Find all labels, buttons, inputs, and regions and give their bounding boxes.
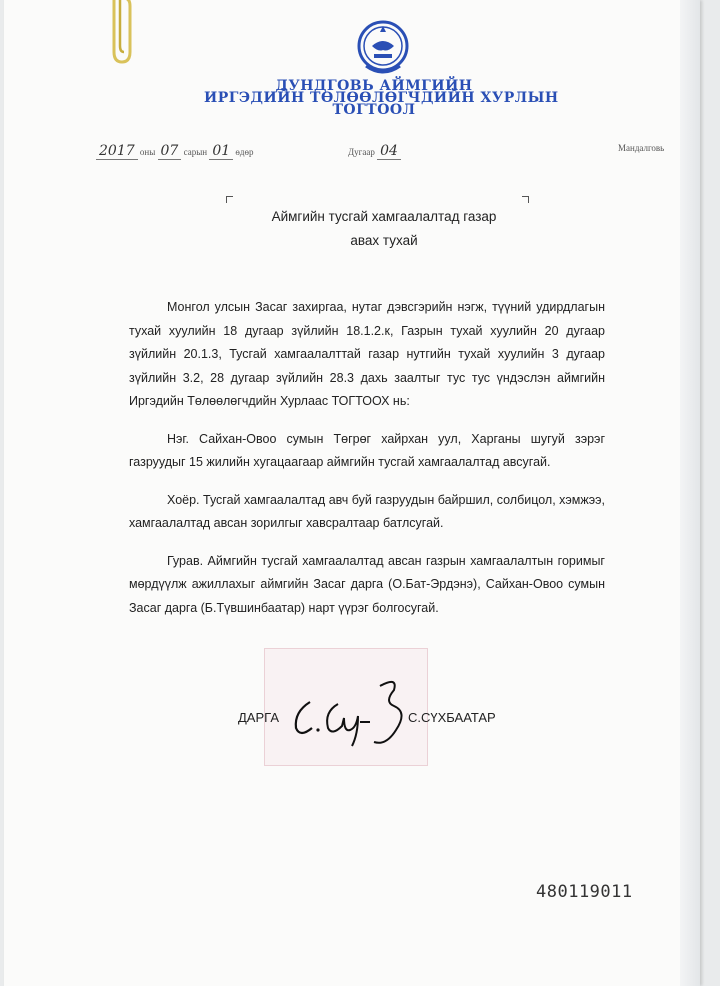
date-day-suffix: өдөр — [235, 147, 254, 157]
paper-clip-icon — [100, 0, 140, 66]
signer-name: С.СҮХБААТАР — [408, 710, 496, 725]
document-number: 04 — [377, 143, 401, 160]
date-year: 2017 — [96, 143, 138, 160]
date-year-suffix: оны — [139, 147, 156, 157]
date-line — [96, 143, 253, 160]
resolution-body — [129, 296, 605, 634]
state-emblem-icon — [354, 16, 412, 78]
document-page — [4, 0, 700, 986]
title-line-1: Аймгийн тусгай хамгаалалтад газар — [271, 209, 497, 224]
number-label: Дугаар — [348, 147, 375, 157]
document-heading — [204, 78, 559, 118]
heading-line-2: ИРГЭДИЙН ТӨЛӨӨЛӨГЧДИЙН ХУРЛЫН — [204, 90, 559, 106]
paragraph-two: Хоёр. Тусгай хамгаалалтад авч буй газруудын байршил, солбицол, хэмжээ, хамгаалалтад авсан зорилгыг хавсралтаар батлсугай. — [129, 492, 605, 530]
heading-line-3: ТОГТООЛ — [332, 102, 416, 118]
number-line — [348, 143, 401, 160]
resolution-title — [244, 205, 524, 253]
place: Мандалговь — [618, 143, 665, 153]
title-line-2: авах тухай — [350, 233, 418, 248]
title-corner-left — [226, 196, 233, 203]
paragraph-one: Нэг. Сайхан-Овоо сумын Төгрөг хайрхан уул, Харганы шугуй зэрэг газруудыг 15 жилийн хугацаагаар аймгийн тусгай хамгаалалтад авсугай. — [129, 431, 605, 469]
heading-line-1: ДУНДГОВЬ АЙМГИЙН — [275, 78, 473, 94]
date-day: 01 — [209, 143, 233, 160]
date-month-suffix: сарын — [183, 147, 208, 157]
paragraph-preamble: Монгол улсын Засаг захиргаа, нутаг дэвсгэрийн нэгж, түүний удирдлагын тухай хуулийн 18 дугаар зүйлийн 18.1.2.к, Газрын тухай хуулийн 20 дугаар зүйлийн 20.1.3, Тусгай хамгаалалттай газар нутгийн тухай хуулийн 3 дугаар зүйлийн 3.2, 28 дугаар зүйлийн 28.3 дахь заалтыг тус тус үндэслэн аймгийн Иргэдийн Төлөөлөгчдийн Хурлаас ТОГТООХ нь: — [129, 300, 605, 408]
signature-image — [286, 672, 426, 752]
title-corner-right — [522, 196, 529, 203]
page-edge-shadow — [680, 0, 700, 986]
date-month: 07 — [158, 143, 182, 160]
document-serial-number: 480119011 — [536, 882, 633, 902]
signer-role: ДАРГА — [238, 710, 279, 725]
paragraph-three: Гурав. Аймгийн тусгай хамгаалалтад авсан газрын хамгаалалтын горимыг мөрдүүлж ажиллахыг аймгийн Засаг дарга (О.Бат-Эрдэнэ), Сайхан-Овоо сумын Засаг дарга (Б.Түвшинбаатар) нарт үүрэг болгосугай. — [129, 553, 605, 615]
